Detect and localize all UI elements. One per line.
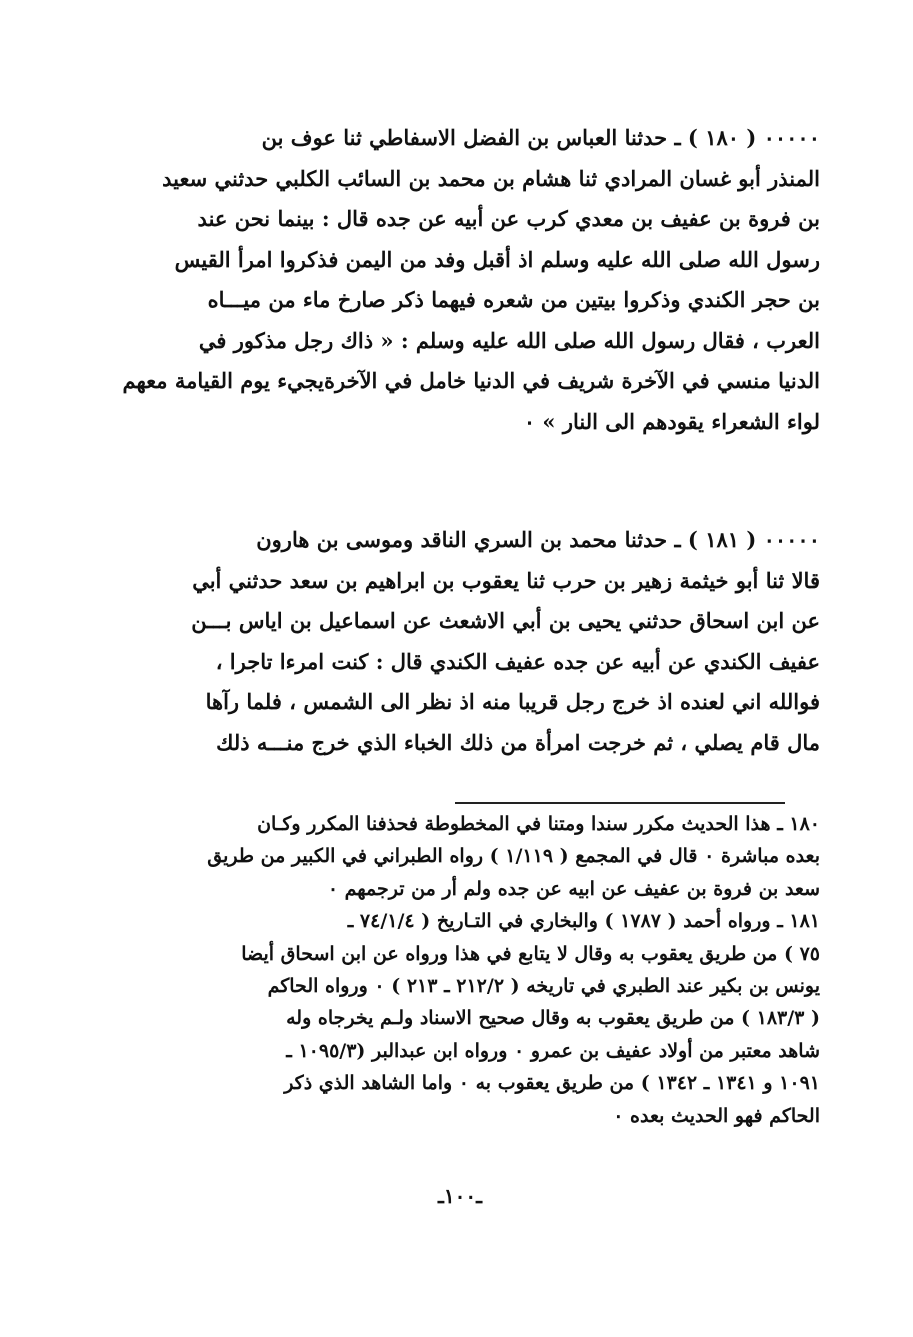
footnote-line: سعد بن فروة بن عفيف عن ابيه عن جده ولم أر من ترجمهم ٠ (327, 877, 820, 900)
footnote-line: شاهد معتبر من أولاد عفيف بن عمرو ٠ ورواه ابن عبدالبر (١٠٩٥/٣ ـ (286, 1039, 820, 1062)
text-line: بن حجر الكندي وذكروا بيتين من شعره فيهما ذكر صارخ ماء من ميـــاه (207, 287, 820, 312)
footnote-line: ١٨٠ ـ هذا الحديث مكرر سندا ومتنا في المخطوطة فحذفنا المكرر وكـان (257, 813, 820, 835)
text-line: قالا ثنا أبو خيثمة زهير بن حرب ثنا يعقوب بن ابراهيم بن سعد حدثني أبي (192, 567, 820, 593)
text-line: لواء الشعراء يقودهم الى النار » ٠ (523, 408, 820, 434)
footnote-line: بعده مباشرة ٠ قال في المجمع ( ١/١١٩ ) رواه الطبراني في الكبير من طريق (207, 845, 820, 868)
text-line: ٠٠٠٠٠ ( ١٨١ ) ـ حدثنا محمد بن السري الناقد وموسى بن هارون (256, 527, 820, 552)
text-line: فوالله اني لعنده اذ خرج رجل قريبا منه اذ نظر الى الشمس ، فلما رآها (205, 689, 820, 714)
text-line: المنذر أبو غسان المرادي ثنا هشام بن محمد بن السائب الكلبي حدثني سعيد (162, 165, 820, 191)
hadith-entry-181 (112, 520, 820, 763)
text-line: العرب ، فقال رسول الله صلى الله عليه وسلم : « ذاك رجل مذكور في (198, 327, 820, 353)
footnote-line: الحاكم فهو الحديث بعده ٠ (613, 1104, 820, 1127)
page-number: ـ١٠٠ـ (438, 1184, 482, 1208)
footnote-line: ( ١٨٣/٣ ) من طريق يعقوب به وقال صحيح الاسناد ولـم يخرجاه وله (286, 1007, 820, 1030)
text-line: الدنيا منسي في الآخرة شريف في الدنيا خامل في الآخرةيجيء يوم القيامة معهم (122, 368, 820, 393)
text-line: عن ابن اسحاق حدثني يحيى بن أبي الاشعث عن اسماعيل بن اياس بـــن (191, 608, 820, 633)
footnote-line: يونس بن بكير عند الطبري في تاريخه ( ٢١٢/٢ ـ ٢١٣ ) ٠ ورواه الحاكم (267, 975, 820, 998)
footnote-line: ١٨١ ـ ورواه أحمد ( ١٧٨٧ ) والبخاري في التـاريخ ( ٧٤/١/٤ ـ (347, 910, 820, 933)
footnote-separator (455, 802, 785, 804)
hadith-entry-180 (112, 118, 820, 442)
text-line: بن فروة بن عفيف بن معدي كرب عن أبيه عن جده قال : بينما نحن عند (197, 206, 820, 231)
footnotes (112, 808, 820, 1132)
text-line: ٠٠٠٠٠ ( ١٨٠ ) ـ حدثنا العباس بن الفضل الاسفاطي ثنا عوف بن (261, 125, 820, 150)
text-line: رسول الله صلى الله عليه وسلم اذ أقبل وفد من اليمن فذكروا امرأ القيس (174, 246, 820, 272)
footnote-line: ١٠٩١ و ١٣٤١ ـ ١٣٤٢ ) من طريق يعقوب به ٠ واما الشاهد الذي ذكر (284, 1072, 820, 1095)
footnote-line: ٧٥ ) من طريق يعقوب به وقال لا يتابع في هذا ورواه عن ابن اسحاق أيضا (241, 942, 820, 965)
text-line: عفيف الكندي عن أبيه عن جده عفيف الكندي قال : كنت امرءا تاجرا ، (215, 648, 820, 674)
text-line: مال قام يصلي ، ثم خرجت امرأة من ذلك الخباء الذي خرج منـــه ذلك (216, 729, 820, 755)
